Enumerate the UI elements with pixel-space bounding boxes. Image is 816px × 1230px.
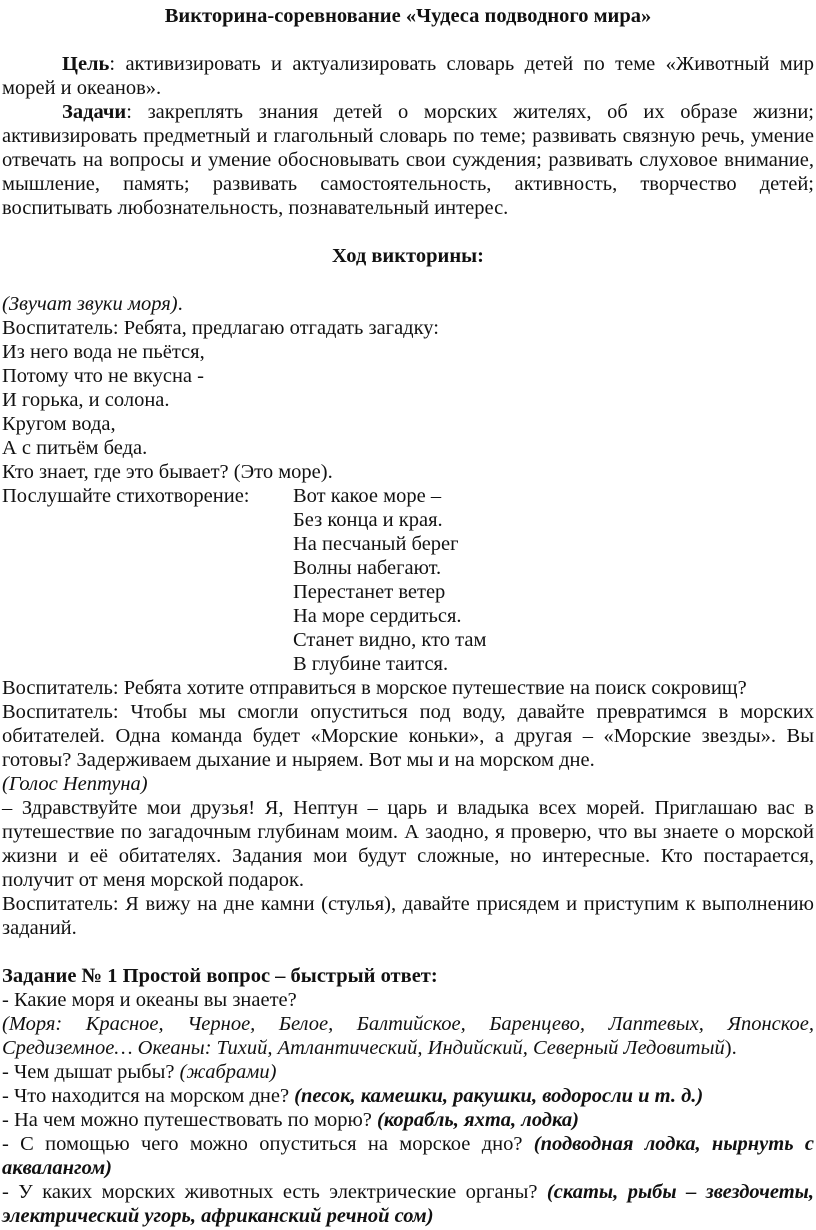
riddle-line-7: Кто знает, где это бывает? (Это море).	[2, 461, 333, 483]
riddle-line-1: Воспитатель: Ребята, предлагаю отгадать загадку:	[2, 317, 439, 339]
tasks-label: Задачи	[62, 101, 127, 123]
goal-label: Цель	[62, 53, 110, 75]
course-heading: Ход викторины:	[332, 245, 484, 267]
poem-line-5: Перестанет ветер	[293, 581, 446, 603]
answer-3: (песок, камешки, ракушки, водоросли и т. д.)	[294, 1085, 704, 1107]
neptune-speech-line-4: получит от меня морской подарок.	[2, 869, 305, 891]
riddle-line-4: И горька, и солона.	[2, 389, 170, 411]
riddle-line-6: А с питьём беда.	[2, 437, 148, 459]
neptune-voice-note: (Голос Нептуна)	[2, 773, 148, 795]
poem-line-4: Волны набегают.	[293, 557, 442, 579]
neptune-speech-line-1: – Здравствуйте мои друзья! Я, Нептун – царь и владыка всех морей. Приглашаю вас в	[2, 797, 814, 819]
sea-sounds-note: (Звучат звуки моря).	[2, 293, 183, 315]
question-5-line-1: - С помощью чего можно опуститься на морское дно? (подводная лодка, нырнуть с	[2, 1133, 814, 1155]
poem-line-7: Станет видно, кто там	[293, 629, 487, 651]
poem-line-8: В глубине таится.	[293, 653, 449, 675]
tasks-line-5: воспитывать любознательность, познавательный интерес.	[2, 197, 509, 219]
poem-line-2: Без конца и края.	[293, 509, 443, 531]
answer-5: (подводная лодка, нырнуть с	[533, 1133, 814, 1155]
tasks-line-4: мышление, память; развивать самостоятельность, активность, творчество детей;	[2, 173, 814, 195]
teacher-line-treasure: Воспитатель: Ребята хотите отправиться в морское путешествие на поиск сокровищ?	[2, 677, 747, 699]
poem-line-3: На песчаный берег	[293, 533, 459, 555]
question-4: - На чем можно путешествовать по морю? (корабль, яхта, лодка)	[2, 1109, 579, 1131]
poem-line-1: Вот какое море –	[293, 485, 442, 507]
poem-line-6: На море сердиться.	[293, 605, 462, 627]
answer-6: (скаты, рыбы – звездочеты,	[546, 1181, 814, 1203]
tasks-line-3: отвечать на вопросы и умение обосновывать свои суждения; развивать слуховое внимание,	[2, 149, 814, 171]
question-6-line-1: - У каких морских животных есть электрические органы? (скаты, рыбы – звездочеты,	[2, 1181, 814, 1203]
answer-1-line-1: (Моря: Красное, Черное, Белое, Балтийское, Баренцево, Лаптевых, Японское,	[2, 1013, 814, 1035]
neptune-speech-line-3: жизни и её обитателях. Задания мои будут сложные, но интересные. Кто постарается,	[2, 845, 814, 867]
teacher-dive-line-3: готовы? Задерживаем дыхание и ныряем. Вот мы и на морском дне.	[2, 749, 595, 771]
question-6-line-2: электрический угорь, африканский речной сом)	[2, 1205, 434, 1227]
question-2: - Чем дышат рыбы? (жабрами)	[2, 1061, 277, 1083]
goal-line-2: морей и океанов».	[2, 77, 162, 99]
document-title: Викторина-соревнование «Чудеса подводного мира»	[164, 5, 652, 27]
teacher-dive-line-2: обитателей. Одна команда будет «Морские коньки», а другая – «Морские звезды». Вы	[2, 725, 814, 747]
tasks-line-1: Задачи: закреплять знания детей о морских жителях, об их образе жизни;	[62, 101, 814, 123]
tasks-line-2: активизировать предметный и глагольный словарь по теме; развивать связную речь, умение	[2, 125, 814, 147]
teacher-stones-line-2: заданий.	[2, 917, 77, 939]
question-1: - Какие моря и океаны вы знаете?	[2, 989, 297, 1011]
teacher-stones-line-1: Воспитатель: Я вижу на дне камни (стулья), давайте присядем и приступим к выполнению	[2, 893, 814, 915]
teacher-dive-line-1: Воспитатель: Чтобы мы смогли опуститься под воду, давайте превратимся в морских	[2, 701, 814, 723]
question-3: - Что находится на морском дне? (песок, камешки, ракушки, водоросли и т. д.)	[2, 1085, 704, 1107]
answer-2: (жабрами)	[179, 1061, 277, 1083]
riddle-line-2: Из него вода не пьётся,	[2, 341, 205, 363]
riddle-line-5: Кругом вода,	[2, 413, 116, 435]
answer-4: (корабль, яхта, лодка)	[377, 1109, 579, 1131]
task1-heading: Задание № 1 Простой вопрос – быстрый ответ:	[2, 965, 438, 987]
answer-1-line-2: Средиземное… Океаны: Тихий, Атлантический, Индийский, Северный Ледовитый).	[2, 1037, 737, 1059]
question-5-line-2: аквалангом)	[2, 1157, 112, 1179]
riddle-line-3: Потому что не вкусна -	[2, 365, 204, 387]
goal-line-1: Цель: активизировать и актуализировать словарь детей по теме «Животный мир	[62, 53, 814, 75]
neptune-speech-line-2: путешествие по загадочным глубинам моим. А заодно, я проверю, что вы знаете о морской	[2, 821, 814, 843]
poem-intro: Послушайте стихотворение:	[2, 485, 250, 507]
